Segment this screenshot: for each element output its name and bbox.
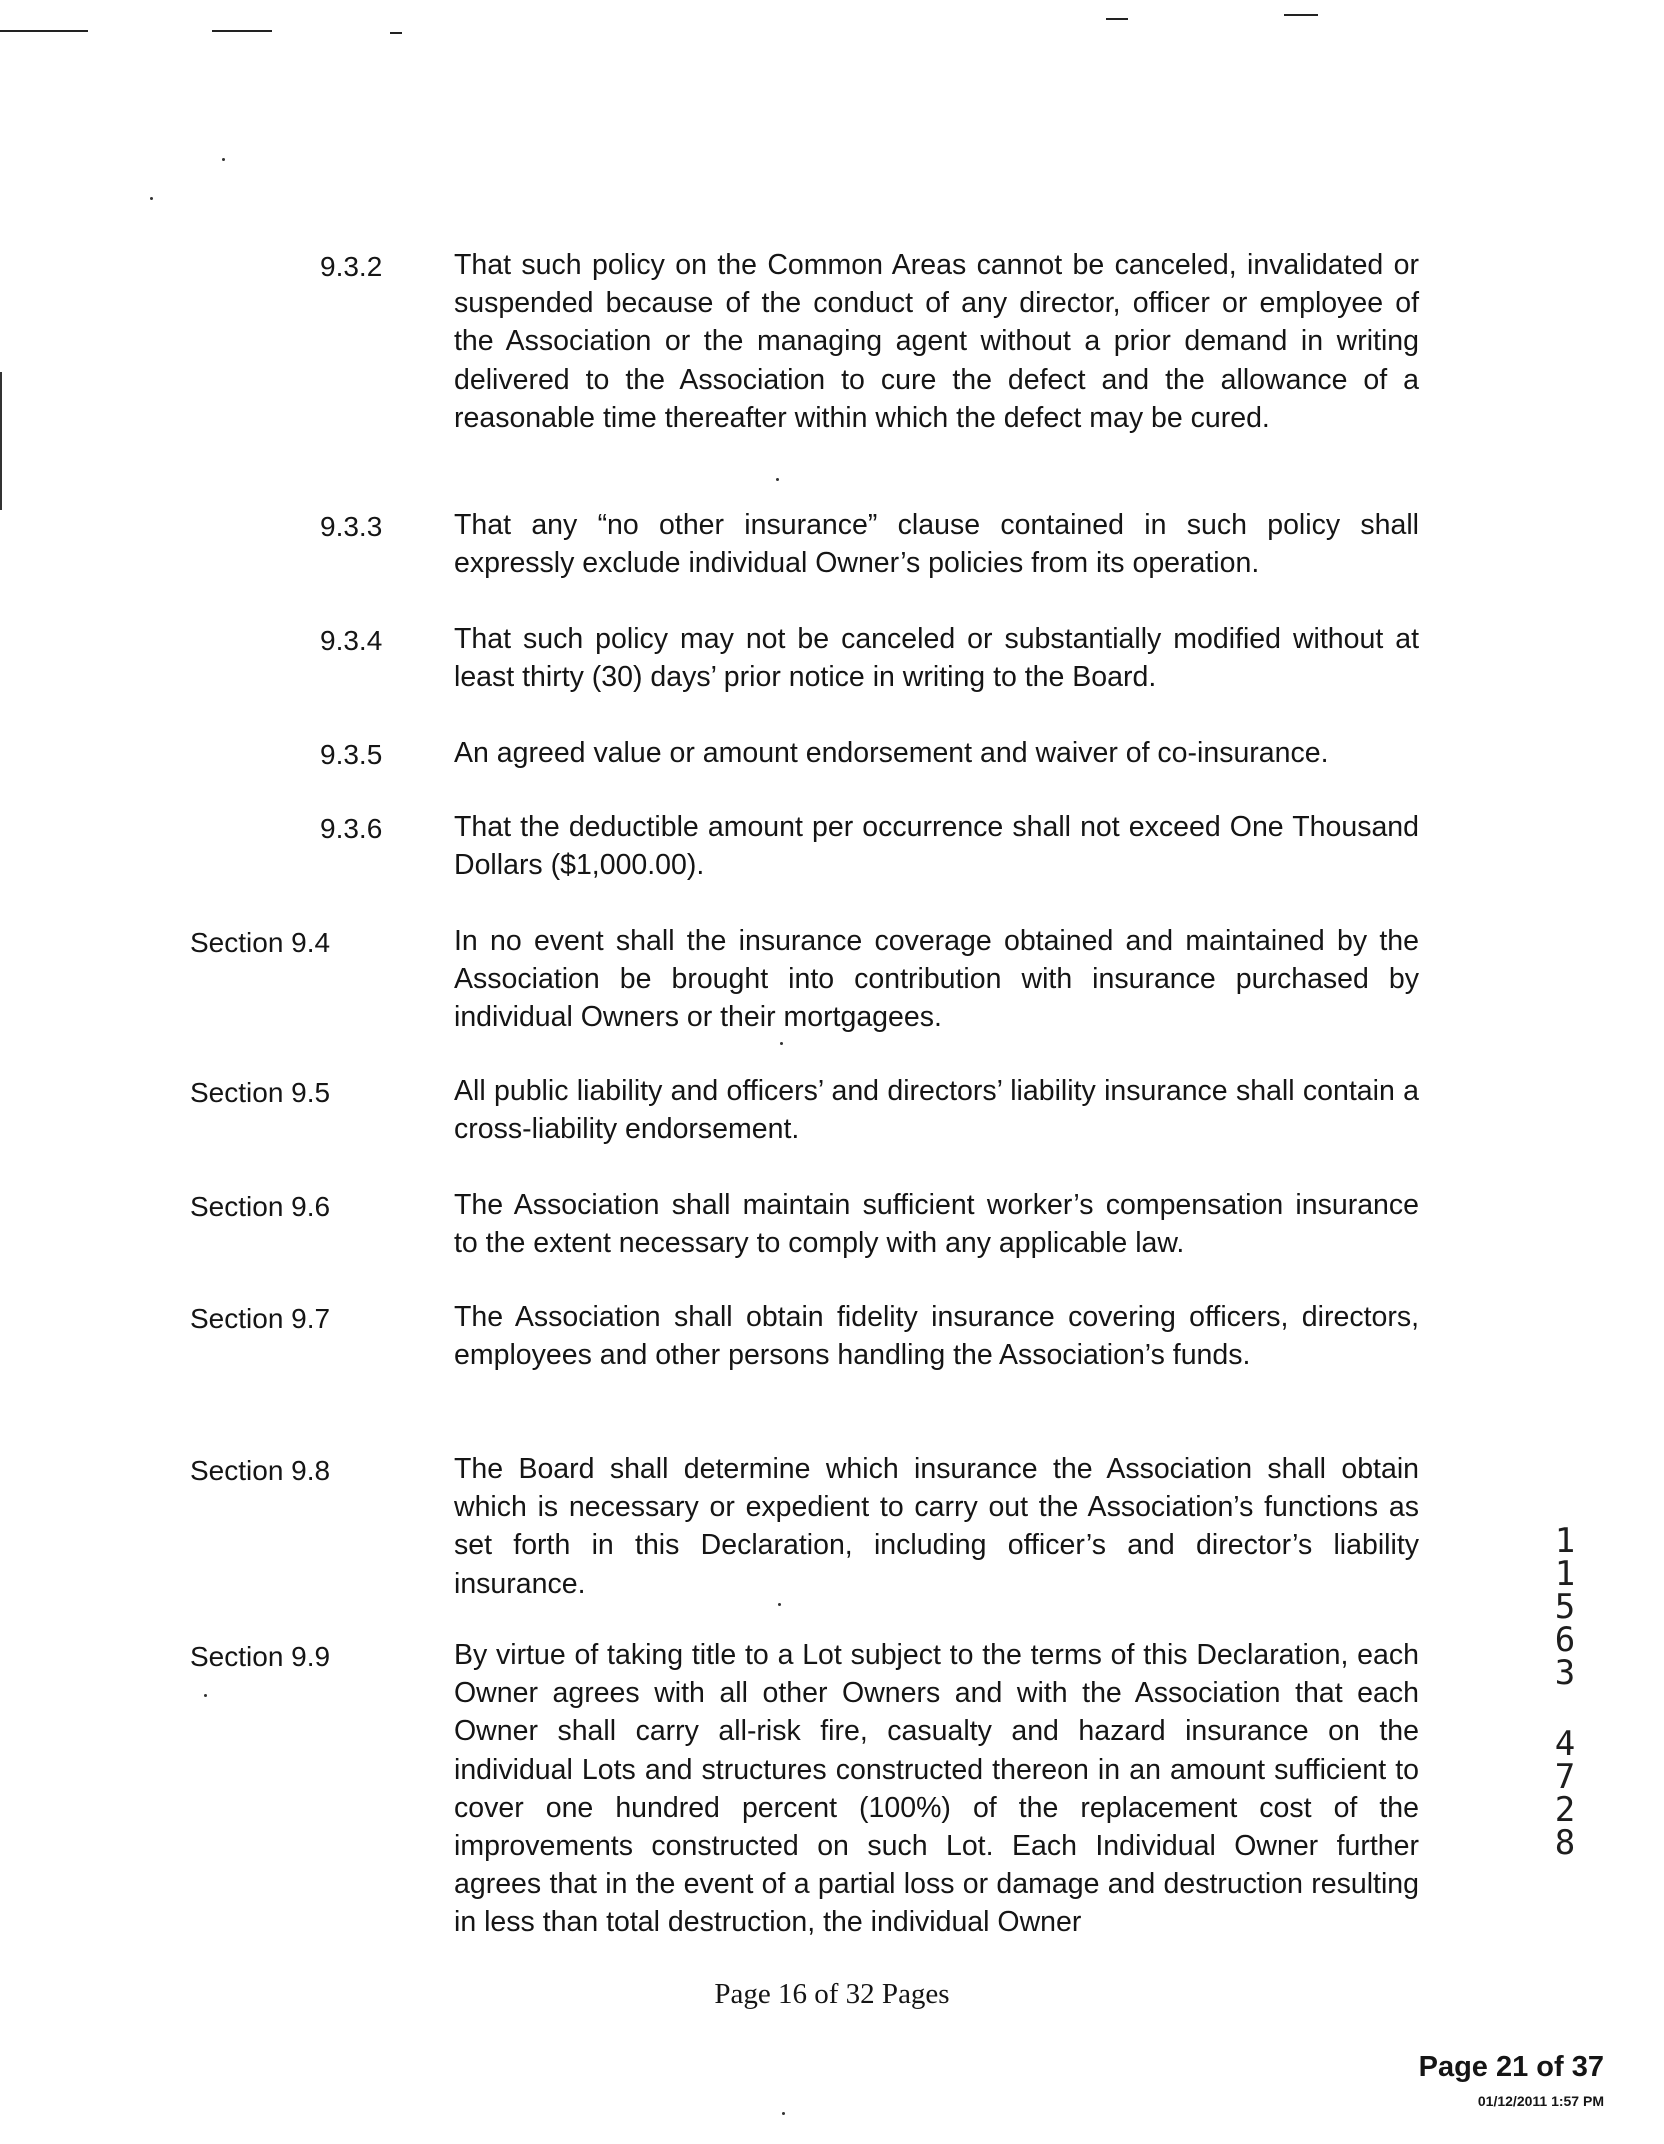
scan-speck xyxy=(782,2112,785,2115)
section-text: The Board shall determine which insurance the Association shall obtain which is necessary or expedient to carry out the Association’s functions as set forth in this Declaration, including officer’s and director’s liability insurance. xyxy=(454,1453,1419,1600)
scan-mark xyxy=(212,30,272,32)
subsection-number: 9.3.6 xyxy=(320,813,383,844)
scan-speck xyxy=(778,1603,781,1606)
subsection-text: An agreed value or amount endorsement and waiver of co-insurance. xyxy=(454,737,1329,769)
stamp-digit: 2 xyxy=(1554,1790,1576,1830)
section-text: The Association shall maintain sufficient worker’s compensation insurance to the extent necessary to comply with any applicable law. xyxy=(454,1189,1419,1260)
subsection-number: 9.3.4 xyxy=(320,625,383,656)
section-text: All public liability and officers’ and directors’ liability insurance shall contain a cross-liability endorsement. xyxy=(454,1075,1419,1146)
stamp-digit: 7 xyxy=(1554,1757,1576,1797)
stamp-digit: 5 xyxy=(1554,1587,1576,1627)
subsection-text: That the deductible amount per occurrence shall not exceed One Thousand Dollars ($1,000.00). xyxy=(454,811,1419,882)
scan-speck xyxy=(776,478,779,481)
recording-page-stamp: Page 21 of 37 xyxy=(1418,2051,1604,2083)
subsection-number: 9.3.5 xyxy=(320,739,383,770)
subsection-text: That such policy on the Common Areas cannot be canceled, invalidated or suspended because of the conduct of any director, officer or employee of the Association or the managing agent without a prior demand in writing delivered to the Association to cure the defect and the allowance of a reasonable time thereafter within which the defect may be cured. xyxy=(454,249,1419,434)
stamp-digit: 6 xyxy=(1554,1620,1576,1660)
scan-speck xyxy=(204,1694,207,1697)
scan-edge-line xyxy=(0,372,2,510)
scan-mark xyxy=(1284,14,1318,16)
page-number-footer: Page 16 of 32 Pages xyxy=(714,1978,950,2010)
section-text: By virtue of taking title to a Lot subject to the terms of this Declaration, each Owner agrees with all other Owners and with the Association that each Owner shall carry all-risk fire, casualty and hazard insurance on the individual Lots and structures constructed thereon in an amount sufficient to cover one hundred percent (100%) of the replacement cost of the improvements constructed on such Lot. Each Individual Owner further agrees that in the event of a partial loss or damage and destruction resulting in less than total destruction, the individual Owner xyxy=(454,1639,1419,1939)
section-label: Section 9.7 xyxy=(190,1303,331,1334)
section-label: Section 9.4 xyxy=(190,927,331,958)
recording-number-stamp xyxy=(1545,1521,1585,1863)
section-label: Section 9.8 xyxy=(190,1455,331,1486)
stamp-digit: 8 xyxy=(1554,1823,1576,1863)
scan-speck xyxy=(780,1042,783,1045)
subsection-number: 9.3.3 xyxy=(320,511,383,542)
stamp-gap xyxy=(1545,1690,1585,1728)
section-text: In no event shall the insurance coverage obtained and maintained by the Association be brought into contribution with insurance purchased by individual Owners or their mortgagees. xyxy=(454,925,1419,1034)
stamp-digit: 3 xyxy=(1554,1653,1576,1693)
section-label: Section 9.5 xyxy=(190,1077,331,1108)
subsection-text: That any “no other insurance” clause contained in such policy shall expressly exclude individual Owner’s policies from its operation. xyxy=(454,509,1419,580)
scan-mark xyxy=(0,30,88,32)
scan-speck xyxy=(222,158,225,161)
stamp-digit: 4 xyxy=(1554,1724,1576,1764)
section-text: The Association shall obtain fidelity insurance covering officers, directors, employees and other persons handling the Association’s funds. xyxy=(454,1301,1419,1372)
scan-mark xyxy=(1106,18,1128,20)
section-label: Section 9.9 xyxy=(190,1641,331,1672)
recording-datetime-stamp: 01/12/2011 1:57 PM xyxy=(1477,2093,1604,2109)
stamp-digit: 1 xyxy=(1554,1554,1576,1594)
section-label: Section 9.6 xyxy=(190,1191,331,1222)
scan-mark xyxy=(390,32,402,34)
subsection-number: 9.3.2 xyxy=(320,251,383,282)
stamp-digit: 1 xyxy=(1554,1521,1576,1561)
subsection-text: That such policy may not be canceled or substantially modified without at least thirty (30) days’ prior notice in writing to the Board. xyxy=(454,623,1419,694)
scan-speck xyxy=(150,197,153,200)
